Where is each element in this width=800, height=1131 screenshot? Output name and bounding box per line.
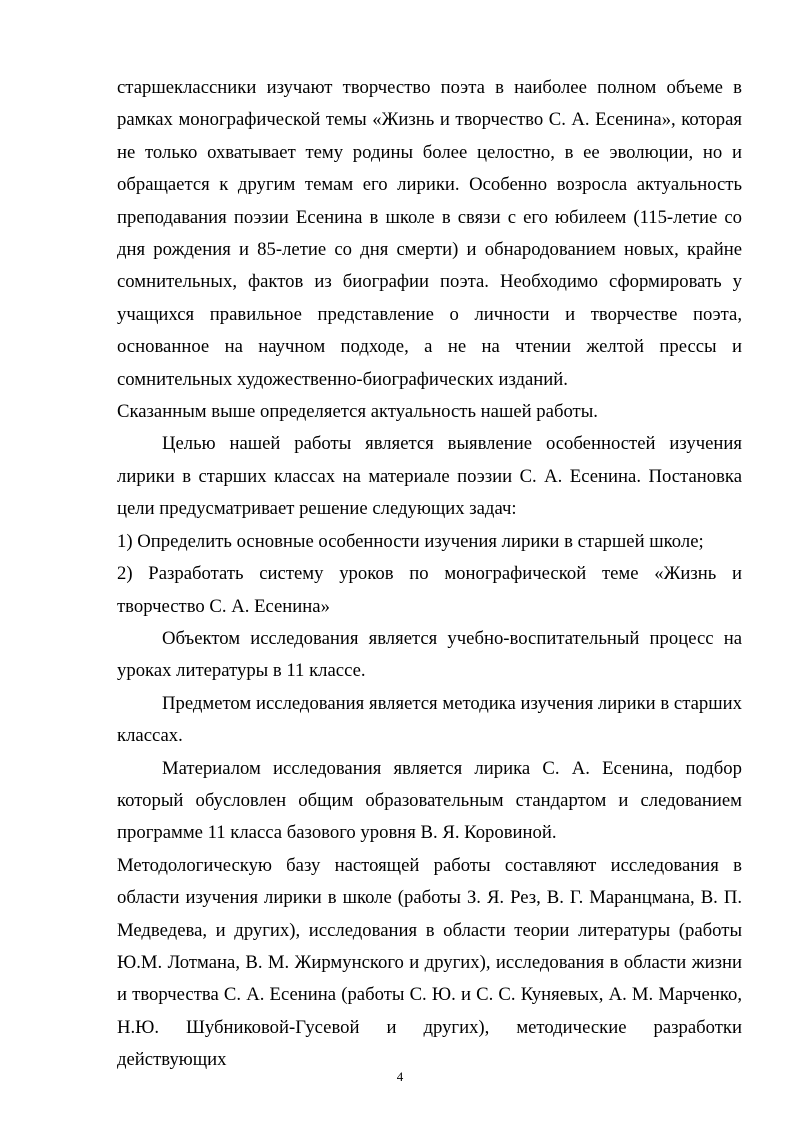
task-item-1: 1) Определить основные особенности изучения лирики в старшей школе;	[117, 530, 704, 552]
paragraph-material: Материалом исследования является лирика С. А. Есенина, подбор который обусловлен общим образовательным стандартом и следованием программе 11 класса базового уровня В. Я. Коровиной.	[117, 757, 742, 844]
paragraph-subject: Предметом исследования является методика изучения лирики в старших классах.	[117, 692, 742, 747]
paragraph-relevance: Сказанным выше определяется актуальность нашей работы.	[117, 401, 598, 423]
body-text	[117, 72, 742, 1077]
paragraph-object: Объектом исследования является учебно-воспитательный процесс на уроках литературы в 11 классе.	[117, 627, 742, 682]
task-item-2: 2) Разработать систему уроков по монографической теме «Жизнь и творчество С. А. Есенина»	[117, 563, 742, 617]
paragraph-methodology: Методологическую базу настоящей работы составляют исследования в области изучения лирики в школе (работы З. Я. Рез, В. Г. Маранцмана, В. П. Медведева, и других), исследования в области теории литературы (работы Ю.М. Лотмана, В. М. Жирмунского и других), исследования в области жизни и творчества С. А. Есенина (работы С. Ю. и С. С. Куняевых, А. М. Марченко, Н.Ю. Шубниковой-Гусевой и других), методические разработки действующих	[117, 854, 742, 1071]
page-number: 4	[396, 1069, 404, 1084]
paragraph-intro-continuation: старшеклассники изучают творчество поэта в наиболее полном объеме в рамках монографической темы «Жизнь и творчество С. А. Есенина», которая не только охватывает тему родины более целостно, в ее эволюции, но и обращается к другим темам его лирики. Особенно возросла актуальность преподавания поэзии Есенина в школе в связи с его юбилеем (115-летие со дня рождения и 85-летие со дня смерти) и обнародованием новых, крайне сомнительных, фактов из биографии поэта. Необходимо сформировать у учащихся правильное представление о личности и творчестве поэта, основанное на научном подходе, а не на чтении желтой прессы и сомнительных художественно-биографических изданий.	[117, 77, 742, 390]
paragraph-goal: Целью нашей работы является выявление особенностей изучения лирики в старших классах на материале поэзии С. А. Есенина. Постановка цели предусматривает решение следующих задач:	[117, 433, 742, 520]
